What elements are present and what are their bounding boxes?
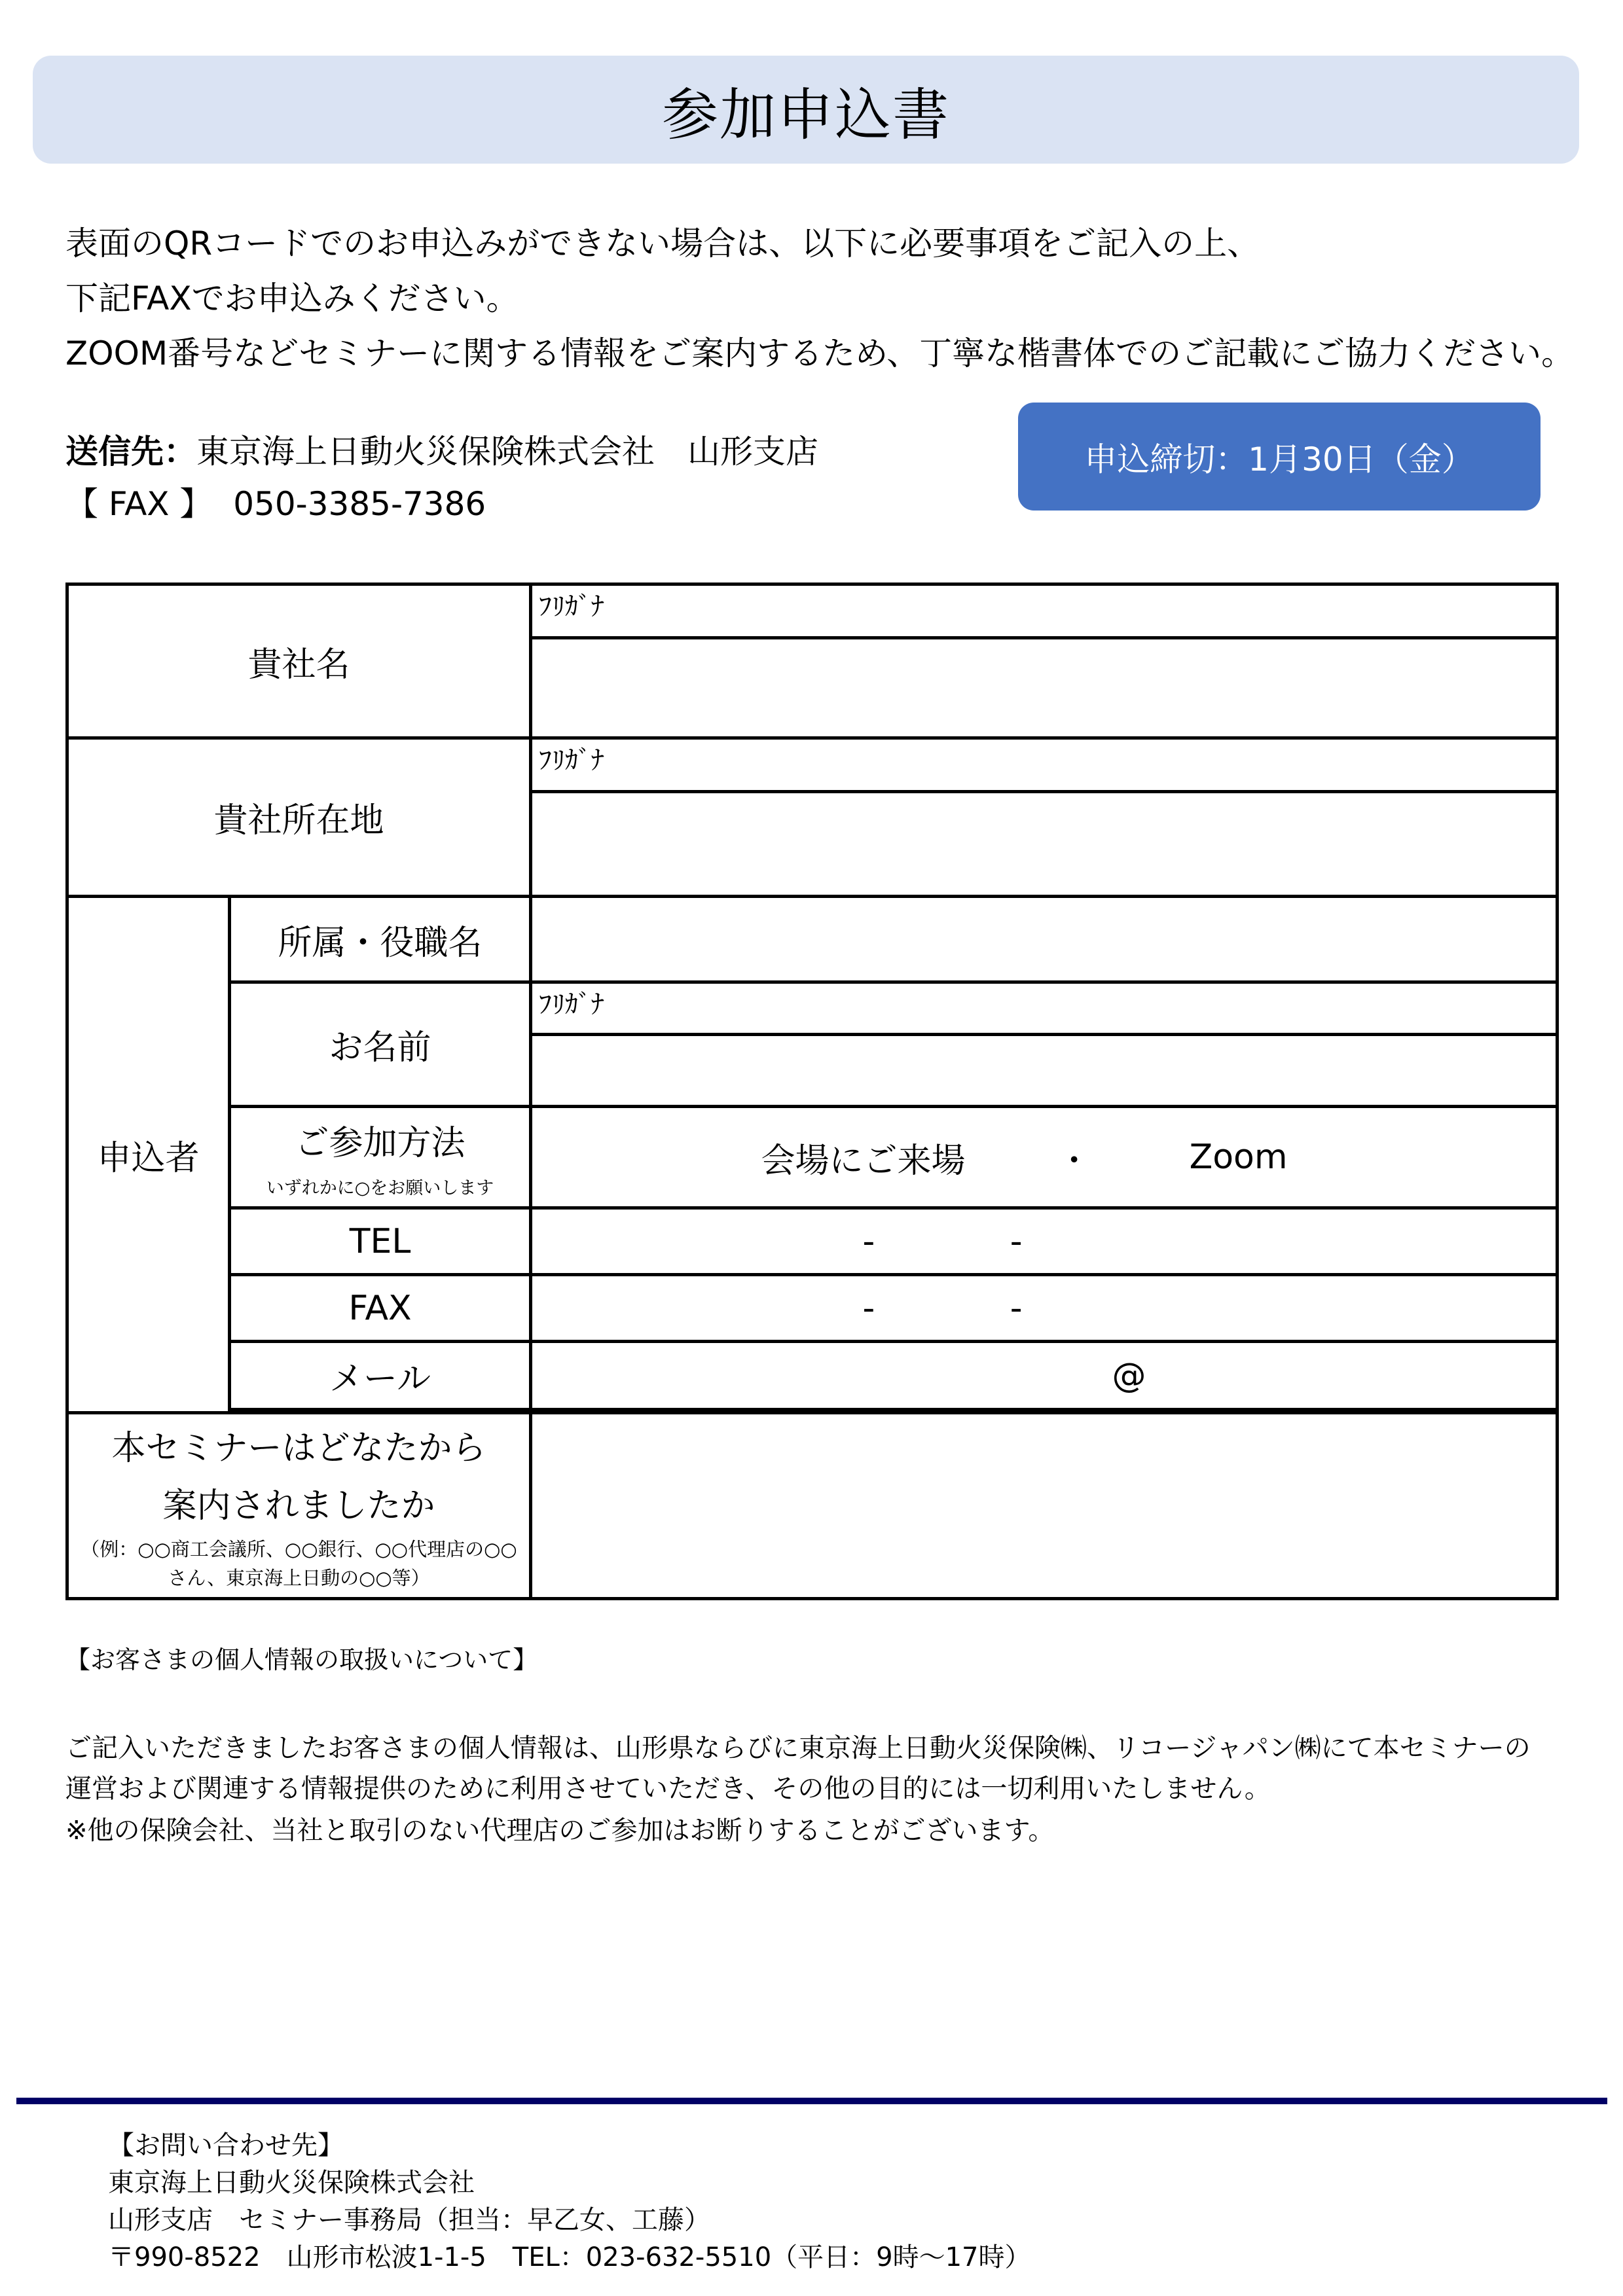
option-zoom[interactable]: Zoom	[1189, 1138, 1288, 1177]
company-address-furigana-field[interactable]	[531, 738, 1558, 792]
title-banner	[33, 56, 1579, 164]
name-field[interactable]	[531, 1035, 1558, 1107]
contact-address: 〒990-8522 山形市松波1-1-5 TEL：023-632-5510（平日：9時～17時）	[108, 2242, 1031, 2272]
intro-text	[65, 216, 1574, 381]
fax-field-label: FAX	[230, 1275, 531, 1342]
privacy-line: 運営および関連する情報提供のために利用させていただき、その他の目的には一切利用いたしません。	[65, 1774, 1271, 1804]
deadline-text: 申込締切：1月30日（金）	[1084, 440, 1474, 478]
option-venue[interactable]: 会場にご来場	[761, 1141, 966, 1181]
fax-number: 050-3385-7386	[233, 485, 486, 523]
applicant-label: 申込者	[67, 897, 230, 1413]
referral-line2: 案内されましたか	[162, 1486, 435, 1526]
footer-divider	[16, 2098, 1607, 2104]
name-label: お名前	[230, 982, 531, 1107]
company-name-furigana-field[interactable]	[531, 584, 1558, 638]
tel-label: TEL	[230, 1208, 531, 1275]
method-separator: ・	[1057, 1141, 1091, 1181]
privacy-body	[65, 1728, 1531, 1809]
privacy-line: ご記入いただきましたお客さまの個人情報は、山形県ならびに東京海上日動火災保険㈱、リコージャパン㈱にて本セミナーの	[65, 1733, 1531, 1763]
sender-block	[65, 425, 818, 530]
tel-field[interactable]	[531, 1208, 1558, 1275]
fax-separator: -	[862, 1288, 875, 1328]
name-furigana-field[interactable]	[531, 982, 1558, 1035]
company-address-field[interactable]	[531, 792, 1558, 897]
company-name-label: 貴社名	[67, 584, 531, 738]
fax-field[interactable]	[531, 1275, 1558, 1342]
deadline-badge	[1018, 403, 1541, 511]
referral-note2: さん、東京海上日動の○○等）	[168, 1566, 430, 1589]
department-title-label: 所属・役職名	[230, 897, 531, 982]
referral-note1: （例：○○商工会議所、○○銀行、○○代理店の○○	[81, 1537, 517, 1560]
fax-separator: -	[1010, 1288, 1023, 1328]
fax-label: 【 FAX 】	[65, 485, 213, 523]
intro-line: ZOOM番号などセミナーに関する情報をご案内するため、丁寧な楷書体でのご記載にご協力ください。	[65, 334, 1575, 372]
mail-label: メール	[230, 1342, 531, 1410]
referral-label-cell	[67, 1413, 531, 1599]
tel-separator: -	[862, 1221, 875, 1261]
intro-line: 表面のQRコードでのお申込みができない場合は、以下に必要事項をご記入の上、	[65, 224, 1260, 262]
method-label-cell	[230, 1107, 531, 1208]
contact-company: 東京海上日動火災保険株式会社	[108, 2168, 475, 2198]
referral-line1: 本セミナーはどなたから	[111, 1428, 486, 1468]
page-title: 参加申込書	[662, 82, 950, 148]
furigana-label: ﾌﾘｶﾞﾅ	[539, 592, 605, 622]
tel-separator: -	[1010, 1221, 1023, 1261]
contact-heading: 【お問い合わせ先】	[108, 2130, 344, 2161]
department-title-field[interactable]	[531, 897, 1558, 982]
sender-value: 東京海上日動火災保険株式会社 山形支店	[196, 433, 818, 471]
method-field[interactable]	[531, 1107, 1558, 1208]
privacy-note: ※他の保険会社、当社と取引のない代理店のご参加はお断りすることがございます。	[65, 1816, 1055, 1846]
mail-field[interactable]	[531, 1342, 1558, 1410]
referral-field[interactable]	[531, 1413, 1558, 1599]
furigana-label: ﾌﾘｶﾞﾅ	[539, 745, 605, 776]
method-label: ご参加方法	[295, 1124, 465, 1163]
privacy-heading: 【お客さまの個人情報の取扱いについて】	[65, 1645, 538, 1674]
furigana-label: ﾌﾘｶﾞﾅ	[539, 990, 605, 1020]
contact-office: 山形支店 セミナー事務局（担当：早乙女、工藤）	[108, 2205, 710, 2235]
sender-label: 送信先：	[65, 433, 196, 471]
application-form	[65, 583, 1559, 1600]
mail-at-sign: @	[1112, 1355, 1146, 1395]
contact-footer	[108, 2127, 1031, 2276]
company-address-label: 貴社所在地	[67, 738, 531, 897]
company-name-field[interactable]	[531, 638, 1558, 738]
method-note: いずれかに○をお願いします	[266, 1178, 494, 1198]
intro-line: 下記FAXでお申込みください。	[65, 279, 519, 317]
